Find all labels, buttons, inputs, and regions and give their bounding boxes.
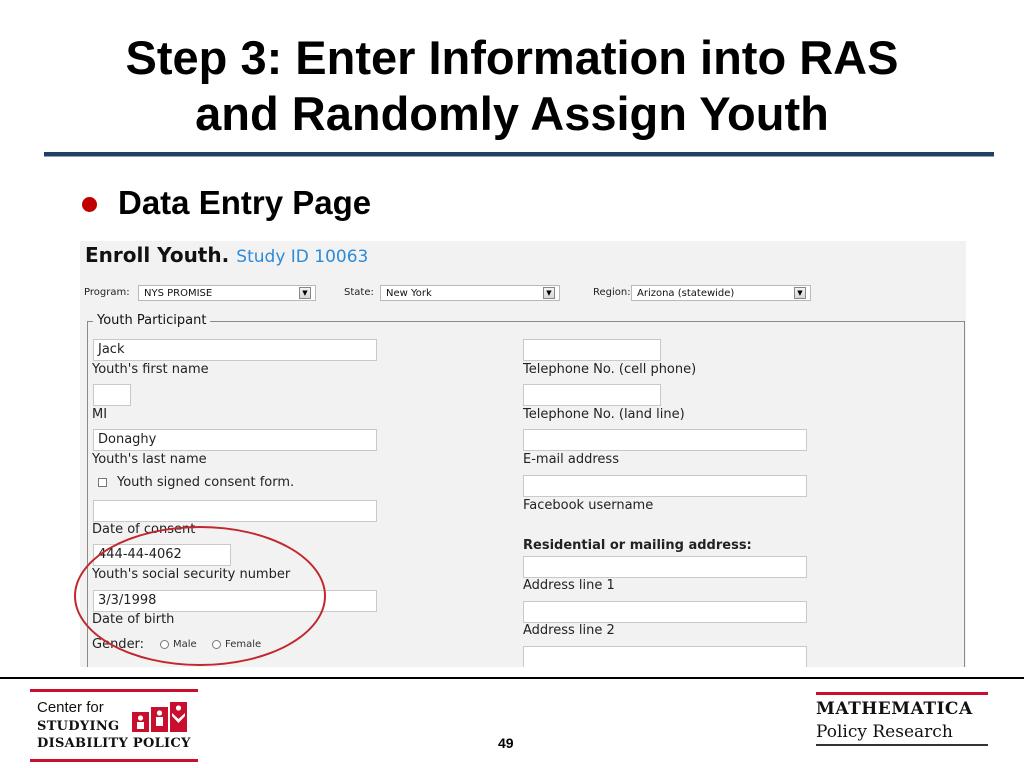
address-line2-input[interactable] (523, 601, 807, 623)
study-id: Study ID 10063 (236, 247, 369, 267)
dob-input[interactable]: 3/3/1998 (93, 590, 377, 612)
region-label: Region: (593, 287, 631, 298)
address-line1-label: Address line 1 (523, 578, 615, 593)
mathematica-logo-line1: MATHEMATICA (816, 699, 973, 719)
state-select[interactable] (380, 285, 560, 301)
state-select-value: New York (386, 288, 432, 299)
gender-male-label: Male (173, 639, 197, 650)
csdp-logo-bottom-bar (30, 759, 198, 762)
slide-title-line1: Step 3: Enter Information into RAS (125, 31, 899, 84)
program-label: Program: (84, 287, 130, 298)
fieldset-legend: Youth Participant (93, 313, 210, 328)
form-heading: Enroll Youth. (85, 243, 230, 267)
email-label: E-mail address (523, 452, 619, 467)
csdp-logo-top-bar (30, 689, 198, 692)
state-label: State: (344, 287, 374, 298)
facebook-input[interactable] (523, 475, 807, 497)
address-heading: Residential or mailing address: (523, 538, 752, 553)
consent-checkbox-label: Youth signed consent form. (117, 475, 295, 490)
land-line-input[interactable] (523, 384, 661, 406)
mathematica-logo-line2: Policy Research (816, 722, 953, 742)
slide-title (0, 30, 1024, 142)
region-select[interactable] (631, 285, 811, 301)
form-header (85, 243, 368, 267)
first-name-input[interactable]: Jack (93, 339, 377, 361)
facebook-label: Facebook username (523, 498, 654, 513)
csdp-logo-line3: DISABILITY POLICY (37, 736, 191, 751)
ssn-label: Youth's social security number (92, 567, 291, 582)
highlight-ellipse (74, 526, 326, 666)
region-select-value: Arizona (statewide) (637, 288, 735, 299)
csdp-logo-line1: Center for (37, 699, 104, 716)
slide-title-line2: and Randomly Assign Youth (195, 87, 829, 140)
program-select-value: NYS PROMISE (144, 288, 213, 299)
chevron-down-icon[interactable]: ▼ (299, 287, 311, 299)
csdp-logo-line2: STUDYING (37, 719, 120, 734)
first-name-label: Youth's first name (92, 362, 209, 377)
footer-divider (0, 677, 1024, 679)
ssn-input[interactable]: 444-44-4062 (93, 544, 231, 566)
cell-phone-label: Telephone No. (cell phone) (523, 362, 697, 377)
dob-label: Date of birth (92, 612, 175, 627)
program-select[interactable] (138, 285, 316, 301)
address-extra-input[interactable] (523, 646, 807, 667)
mi-input[interactable] (93, 384, 131, 406)
mi-label: MI (92, 407, 108, 422)
people-icon (132, 699, 188, 733)
bullet-text: Data Entry Page (118, 184, 372, 221)
consent-date-input[interactable] (93, 500, 377, 522)
email-input[interactable] (523, 429, 807, 451)
gender-label: Gender: (92, 637, 145, 652)
address-line2-label: Address line 2 (523, 623, 615, 638)
consent-checkbox[interactable] (98, 478, 107, 487)
chevron-down-icon[interactable]: ▼ (794, 287, 806, 299)
gender-female-label: Female (225, 639, 262, 650)
address-line1-input[interactable] (523, 556, 807, 578)
page-number: 49 (498, 735, 514, 751)
mathematica-logo-top-bar (816, 692, 988, 695)
mathematica-logo-bottom-bar (816, 744, 988, 746)
bullet-icon (82, 197, 97, 212)
consent-date-label: Date of consent (92, 522, 196, 537)
last-name-label: Youth's last name (92, 452, 207, 467)
chevron-down-icon[interactable]: ▼ (543, 287, 555, 299)
title-divider (44, 152, 994, 157)
land-line-label: Telephone No. (land line) (523, 407, 685, 422)
cell-phone-input[interactable] (523, 339, 661, 361)
last-name-input[interactable]: Donaghy (93, 429, 377, 451)
